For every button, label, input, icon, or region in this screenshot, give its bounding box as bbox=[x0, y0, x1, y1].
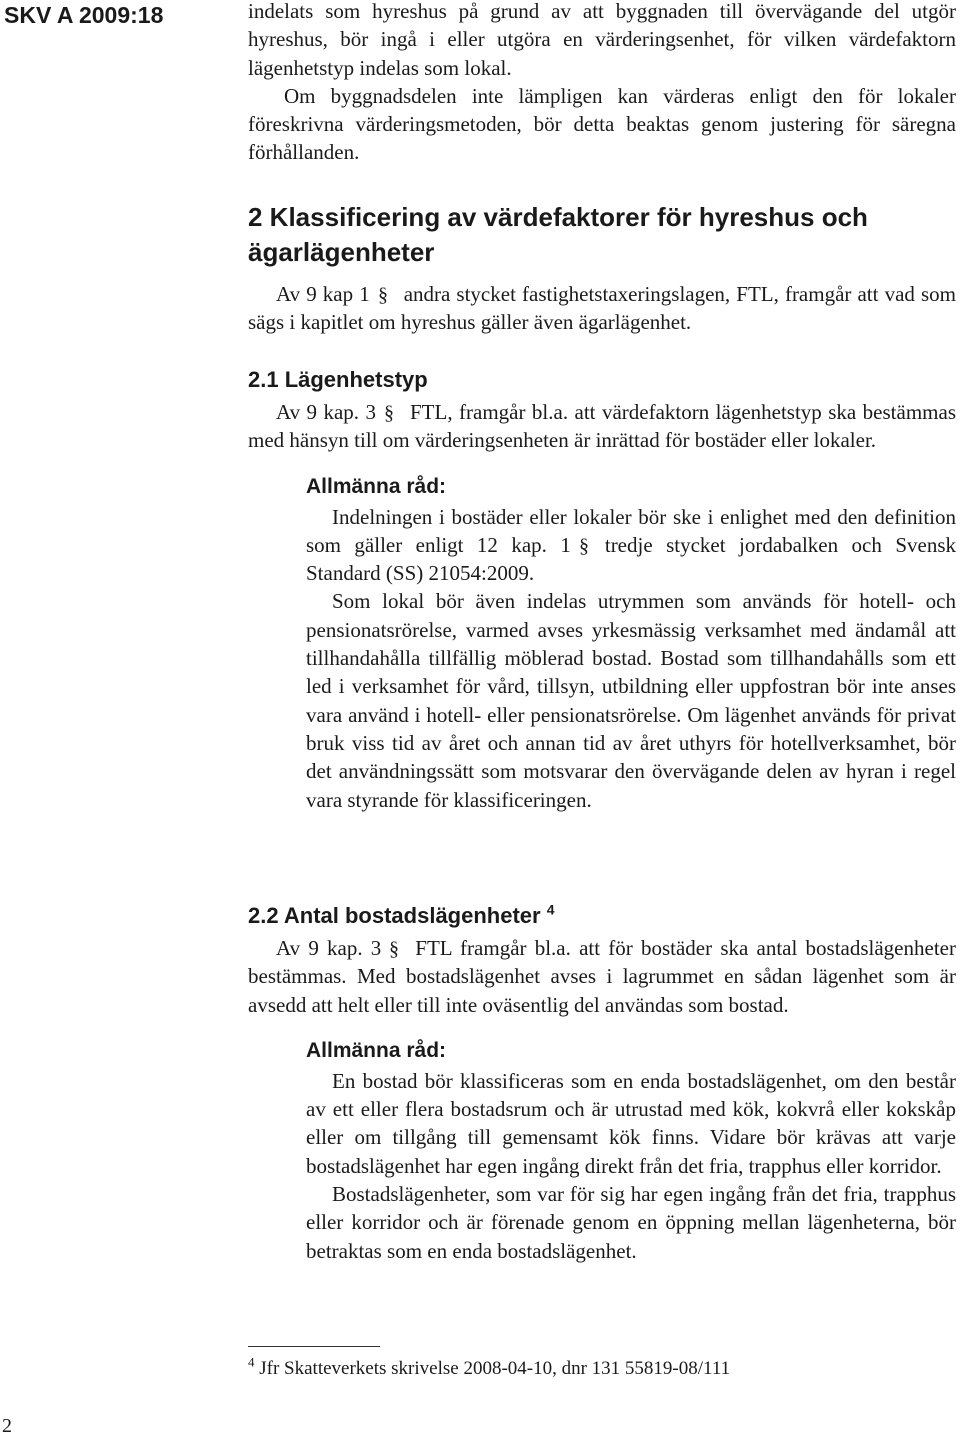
section-2-2-paragraph-start: Av 9 kap. 3 bbox=[276, 936, 382, 960]
section-2-2-paragraph bbox=[248, 934, 956, 1019]
advice-label: Allmänna råd: bbox=[306, 474, 447, 498]
advice-paragraph-1: En bostad bör klassificeras som en enda bostadslägenhet, om den består av ett eller flera bostadsrum och är utrustad med kök, kokvrå eller kokskåp eller om tillgång till gemensamt kök finns. Vidare bör krävas att varje bostadslägenhet har egen ingång direkt från det fria, trapphus eller korridor. bbox=[306, 1068, 956, 1178]
section-2-heading: 2 Klassificering av värdefaktorer för hyreshus och ägarlägenheter bbox=[248, 202, 868, 267]
footnote-text bbox=[248, 1356, 956, 1382]
section-2-1-paragraph-start: Av 9 kap. 3 bbox=[276, 400, 376, 424]
section-2-2-heading bbox=[248, 902, 956, 930]
footnote-divider bbox=[248, 1346, 380, 1347]
document-id: SKV A 2009:18 bbox=[4, 2, 164, 28]
advice-paragraph-2: Som lokal bör även indelas utrymmen som används för hotell- och pensionatsrörelse, varmed avses yrkesmässig verksamhet med ändamål att tillhandahålla tillfällig möblerad bostad. Bostad som tillhandahålls som ett led i verksamhet för vård, tillsyn, utbildning eller uppfostran bör inte anses vara använd i hotell- eller pensionatsrörelse. Om lägenhet används för privat bruk viss tid av året och annan tid av året uthyrs för hotellverksamhet, bör det användningssätt som motsvarar den övervägande delen av hyran i regel vara styrande för klassificeringen. bbox=[306, 589, 956, 812]
section-sign-icon bbox=[385, 937, 409, 959]
page-number: 2 bbox=[2, 1415, 12, 1437]
svg-text:§: § bbox=[384, 402, 394, 423]
intro-paragraph-1: indelats som hyreshus på grund av att byggnaden till övervägande del utgör hyreshus, bör ingå i eller utgöra en värderingsenhet, för vilken värdefaktorn lägenhetstyp indelas som lokal. bbox=[248, 0, 956, 80]
section-2-2 bbox=[248, 902, 956, 1265]
section-2 bbox=[248, 200, 956, 337]
section-2-paragraph-rest: andra stycket fastighetstaxeringslagen, FTL, framgår att vad som sägs i kapitlet om hyreshus gäller även ägarlägenhet. bbox=[248, 282, 956, 335]
section-2-1-paragraph bbox=[248, 398, 956, 455]
advice-paragraph-1-rest: tredje stycket jordabalken och Svensk Standard (SS) 21054:2009. bbox=[306, 532, 956, 586]
section-2-1-heading: 2.1 Lägenhetstyp bbox=[248, 367, 428, 392]
section-2-2-advice bbox=[306, 1037, 956, 1265]
svg-text:§: § bbox=[389, 938, 400, 959]
section-2-paragraph-start: Av 9 kap 1 bbox=[276, 282, 370, 306]
section-2-1-advice bbox=[306, 473, 956, 814]
section-sign-icon bbox=[575, 534, 599, 556]
section-2-2-paragraph-rest: FTL framgår bl.a. att för bostäder ska antal bostadslägenheter bestämmas. Med bostadslägenhet avses i lagrummet en sådan lägenhet som är avsedd att helt eller till inte oväsentlig del användas som bostad. bbox=[248, 936, 956, 1017]
section-2-1 bbox=[248, 366, 956, 814]
svg-text:§: § bbox=[578, 534, 589, 556]
section-2-1-paragraph-rest: FTL, framgår bl.a. att värdefaktorn lägenhetstyp ska bestämmas med hänsyn till om värderingsenheten är inrättad för bostäder eller lokaler. bbox=[248, 400, 956, 453]
advice-paragraph-1 bbox=[306, 503, 956, 588]
advice-paragraph-2: Bostadslägenheter, som var för sig har egen ingång från det fria, trapphus eller korridor och är förenade genom en öppning mellan lägenheterna, bör betraktas som en enda bostadslägenhet. bbox=[306, 1182, 956, 1263]
section-2-paragraph bbox=[248, 280, 956, 337]
advice-paragraph-1-start: Indelningen i bostäder eller lokaler bör ske i enlighet med den definition som gäller enligt 12 kap. 1 bbox=[306, 504, 956, 557]
section-sign-icon bbox=[380, 401, 404, 423]
intro-block bbox=[248, 0, 956, 167]
footnote bbox=[248, 1356, 956, 1382]
section-2-2-heading-text: 2.2 Antal bostadslägenheter bbox=[248, 903, 541, 928]
footnote-number: 4 bbox=[248, 1354, 255, 1370]
footnote-body: Jfr Skatteverkets skrivelse 2008-04-10, dnr 131 55819-08/111 bbox=[259, 1358, 731, 1379]
intro-paragraph-2: Om byggnadsdelen inte lämpligen kan värderas enligt den för lokaler föreskrivna värderingsmetoden, bör detta beaktas genom justering för säregna förhållanden. bbox=[248, 83, 956, 165]
advice-label: Allmänna råd: bbox=[306, 1038, 447, 1062]
section-sign-icon bbox=[374, 283, 398, 305]
svg-text:§: § bbox=[377, 284, 388, 305]
footnote-marker: 4 bbox=[546, 901, 555, 918]
